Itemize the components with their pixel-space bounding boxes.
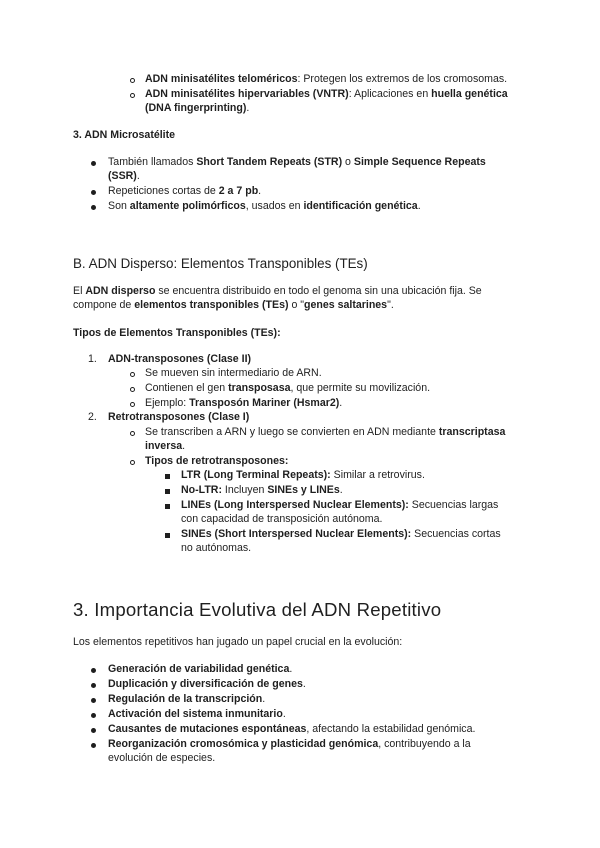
list-item bbox=[108, 692, 265, 707]
bold-term: genes saltarines bbox=[304, 299, 388, 311]
bold-term: transcriptasa bbox=[438, 426, 506, 438]
item-text: También llamados bbox=[108, 156, 197, 168]
para-text: se encuentra distribuido en todo el genoma sin una ubicación fija. Se bbox=[155, 285, 482, 297]
para-text: El bbox=[73, 285, 86, 297]
sub-sub-list-item-continuation: con capacidad de transposición autónoma. bbox=[181, 513, 383, 525]
list-item bbox=[108, 677, 306, 692]
bold-term: altamente polimórficos bbox=[129, 200, 246, 212]
item-text: . bbox=[417, 200, 421, 212]
item-text: o bbox=[342, 156, 354, 168]
circle-bullet-icon bbox=[130, 78, 135, 83]
square-bullet-icon bbox=[165, 533, 170, 538]
sub-list-item bbox=[145, 425, 505, 440]
item-text: . bbox=[258, 185, 262, 197]
list-item-continuation bbox=[108, 169, 140, 184]
sub-list-item bbox=[145, 396, 342, 411]
bold-term: Simple Sequence Repeats bbox=[353, 156, 486, 168]
bold-term: Duplicación y diversificación de genes bbox=[108, 678, 303, 690]
item-text: . bbox=[182, 440, 186, 452]
dot-bullet-icon bbox=[91, 668, 96, 673]
list-item bbox=[108, 199, 421, 214]
item-text: , que permite su movilización. bbox=[290, 382, 431, 394]
circle-bullet-icon bbox=[130, 460, 135, 465]
chapter-heading: 3. Importancia Evolutiva del ADN Repetitivo bbox=[73, 599, 442, 620]
sub-sub-list-item bbox=[181, 468, 425, 483]
dot-bullet-icon bbox=[91, 205, 96, 210]
square-bullet-icon bbox=[165, 504, 170, 509]
dot-bullet-icon bbox=[91, 728, 96, 733]
para-text: ". bbox=[387, 299, 394, 311]
item-text: . bbox=[339, 397, 343, 409]
list-item bbox=[108, 707, 286, 722]
bold-term: Transposón Mariner (Hsmar2) bbox=[189, 397, 340, 409]
list-number: 2. bbox=[88, 411, 97, 423]
bold-term: Generación de variabilidad genética bbox=[108, 663, 290, 675]
sub-list-item: Se mueven sin intermediario de ARN. bbox=[145, 367, 322, 379]
dot-bullet-icon bbox=[91, 683, 96, 688]
list-item-title: Retrotransposones (Clase I) bbox=[108, 411, 250, 423]
item-text: Similar a retrovirus. bbox=[330, 469, 425, 481]
square-bullet-icon bbox=[165, 474, 170, 479]
sub-sub-list-item bbox=[181, 527, 501, 542]
sub-list-item: Tipos de retrotransposones: bbox=[145, 455, 289, 467]
list-item bbox=[145, 87, 508, 102]
sub-list-item bbox=[145, 381, 430, 396]
list-item bbox=[108, 662, 292, 677]
bold-term: elementos transponibles (TEs) bbox=[134, 299, 289, 311]
item-text: Incluyen bbox=[221, 484, 268, 496]
item-text: Repeticiones cortas de bbox=[108, 185, 219, 197]
bold-term: 2 a 7 pb bbox=[218, 185, 259, 197]
dot-bullet-icon bbox=[91, 161, 96, 166]
para-text: o " bbox=[288, 299, 305, 311]
bold-term: Reorganización cromosómica y plasticidad genómica bbox=[108, 738, 379, 750]
sub-sub-list-item bbox=[181, 498, 498, 513]
circle-bullet-icon bbox=[130, 402, 135, 407]
dot-bullet-icon bbox=[91, 713, 96, 718]
circle-bullet-icon bbox=[130, 372, 135, 377]
square-bullet-icon bbox=[165, 489, 170, 494]
item-text: . bbox=[339, 484, 343, 496]
item-text: . bbox=[282, 708, 286, 720]
item-text: Secuencias cortas bbox=[411, 528, 501, 540]
bold-term: No-LTR: bbox=[181, 484, 222, 496]
item-text: , afectando la estabilidad genómica. bbox=[306, 723, 476, 735]
item-text: Son bbox=[108, 200, 130, 212]
list-item bbox=[145, 72, 507, 87]
circle-bullet-icon bbox=[130, 431, 135, 436]
sub-list-item-continuation bbox=[145, 439, 185, 454]
sub-sub-list-item bbox=[181, 483, 343, 498]
item-text: . bbox=[136, 170, 140, 182]
bold-term: SINEs (Short Interspersed Nuclear Elements): bbox=[181, 528, 412, 540]
paragraph-line bbox=[73, 284, 482, 299]
bold-term: transposasa bbox=[228, 382, 291, 394]
list-number: 1. bbox=[88, 353, 97, 365]
list-item-continuation: evolución de especies. bbox=[108, 752, 216, 764]
circle-bullet-icon bbox=[130, 387, 135, 392]
item-text: . bbox=[246, 102, 250, 114]
bold-term: (DNA fingerprinting) bbox=[145, 102, 247, 114]
list-item-title: ADN-transposones (Clase II) bbox=[108, 353, 252, 365]
item-text: . bbox=[262, 693, 266, 705]
list-item bbox=[108, 184, 261, 199]
bold-term: inversa bbox=[145, 440, 183, 452]
section-heading: B. ADN Disperso: Elementos Transponibles (TEs) bbox=[73, 256, 368, 271]
item-text: Ejemplo: bbox=[145, 397, 190, 409]
bold-term: huella genética bbox=[431, 88, 508, 100]
sub-sub-list-item-continuation: no autónomas. bbox=[181, 542, 252, 554]
paragraph-line: Los elementos repetitivos han jugado un papel crucial en la evolución: bbox=[73, 636, 403, 648]
bold-term: Activación del sistema inmunitario bbox=[108, 708, 283, 720]
bold-term: Short Tandem Repeats (STR) bbox=[196, 156, 343, 168]
item-text: : Aplicaciones en bbox=[348, 88, 432, 100]
circle-bullet-icon bbox=[130, 93, 135, 98]
bold-term: (SSR) bbox=[108, 170, 137, 182]
item-text: . bbox=[289, 663, 293, 675]
bold-term: LINEs (Long Interspersed Nuclear Elements): bbox=[181, 499, 409, 511]
bold-term: ADN minisatélites hipervariables (VNTR) bbox=[145, 88, 349, 100]
para-text: compone de bbox=[73, 299, 135, 311]
list-item bbox=[108, 155, 486, 170]
item-text: , usados en bbox=[245, 200, 304, 212]
paragraph-line bbox=[73, 298, 394, 313]
item-text: : Protegen los extremos de los cromosomas. bbox=[297, 73, 508, 85]
dot-bullet-icon bbox=[91, 698, 96, 703]
item-text: . bbox=[302, 678, 306, 690]
bold-term: Regulación de la transcripción bbox=[108, 693, 263, 705]
bold-term: ADN minisatélites teloméricos bbox=[145, 73, 298, 85]
list-item-continuation bbox=[145, 101, 249, 116]
dot-bullet-icon bbox=[91, 743, 96, 748]
list-item bbox=[108, 722, 475, 737]
item-text: Secuencias largas bbox=[408, 499, 499, 511]
bold-term: ADN disperso bbox=[85, 285, 156, 297]
item-text: Contienen el gen bbox=[145, 382, 229, 394]
bold-term: LTR (Long Terminal Repeats): bbox=[181, 469, 331, 481]
subheading: Tipos de Elementos Transponibles (TEs): bbox=[73, 327, 281, 339]
item-text: , contribuyendo a la bbox=[378, 738, 471, 750]
bold-term: identificación genética bbox=[303, 200, 418, 212]
bold-term: SINEs y LINEs bbox=[267, 484, 340, 496]
dot-bullet-icon bbox=[91, 190, 96, 195]
section-heading: 3. ADN Microsatélite bbox=[73, 129, 176, 141]
list-item bbox=[108, 737, 471, 752]
item-text: Se transcriben a ARN y luego se convierten en ADN mediante bbox=[145, 426, 439, 438]
bold-term: Causantes de mutaciones espontáneas bbox=[108, 723, 307, 735]
